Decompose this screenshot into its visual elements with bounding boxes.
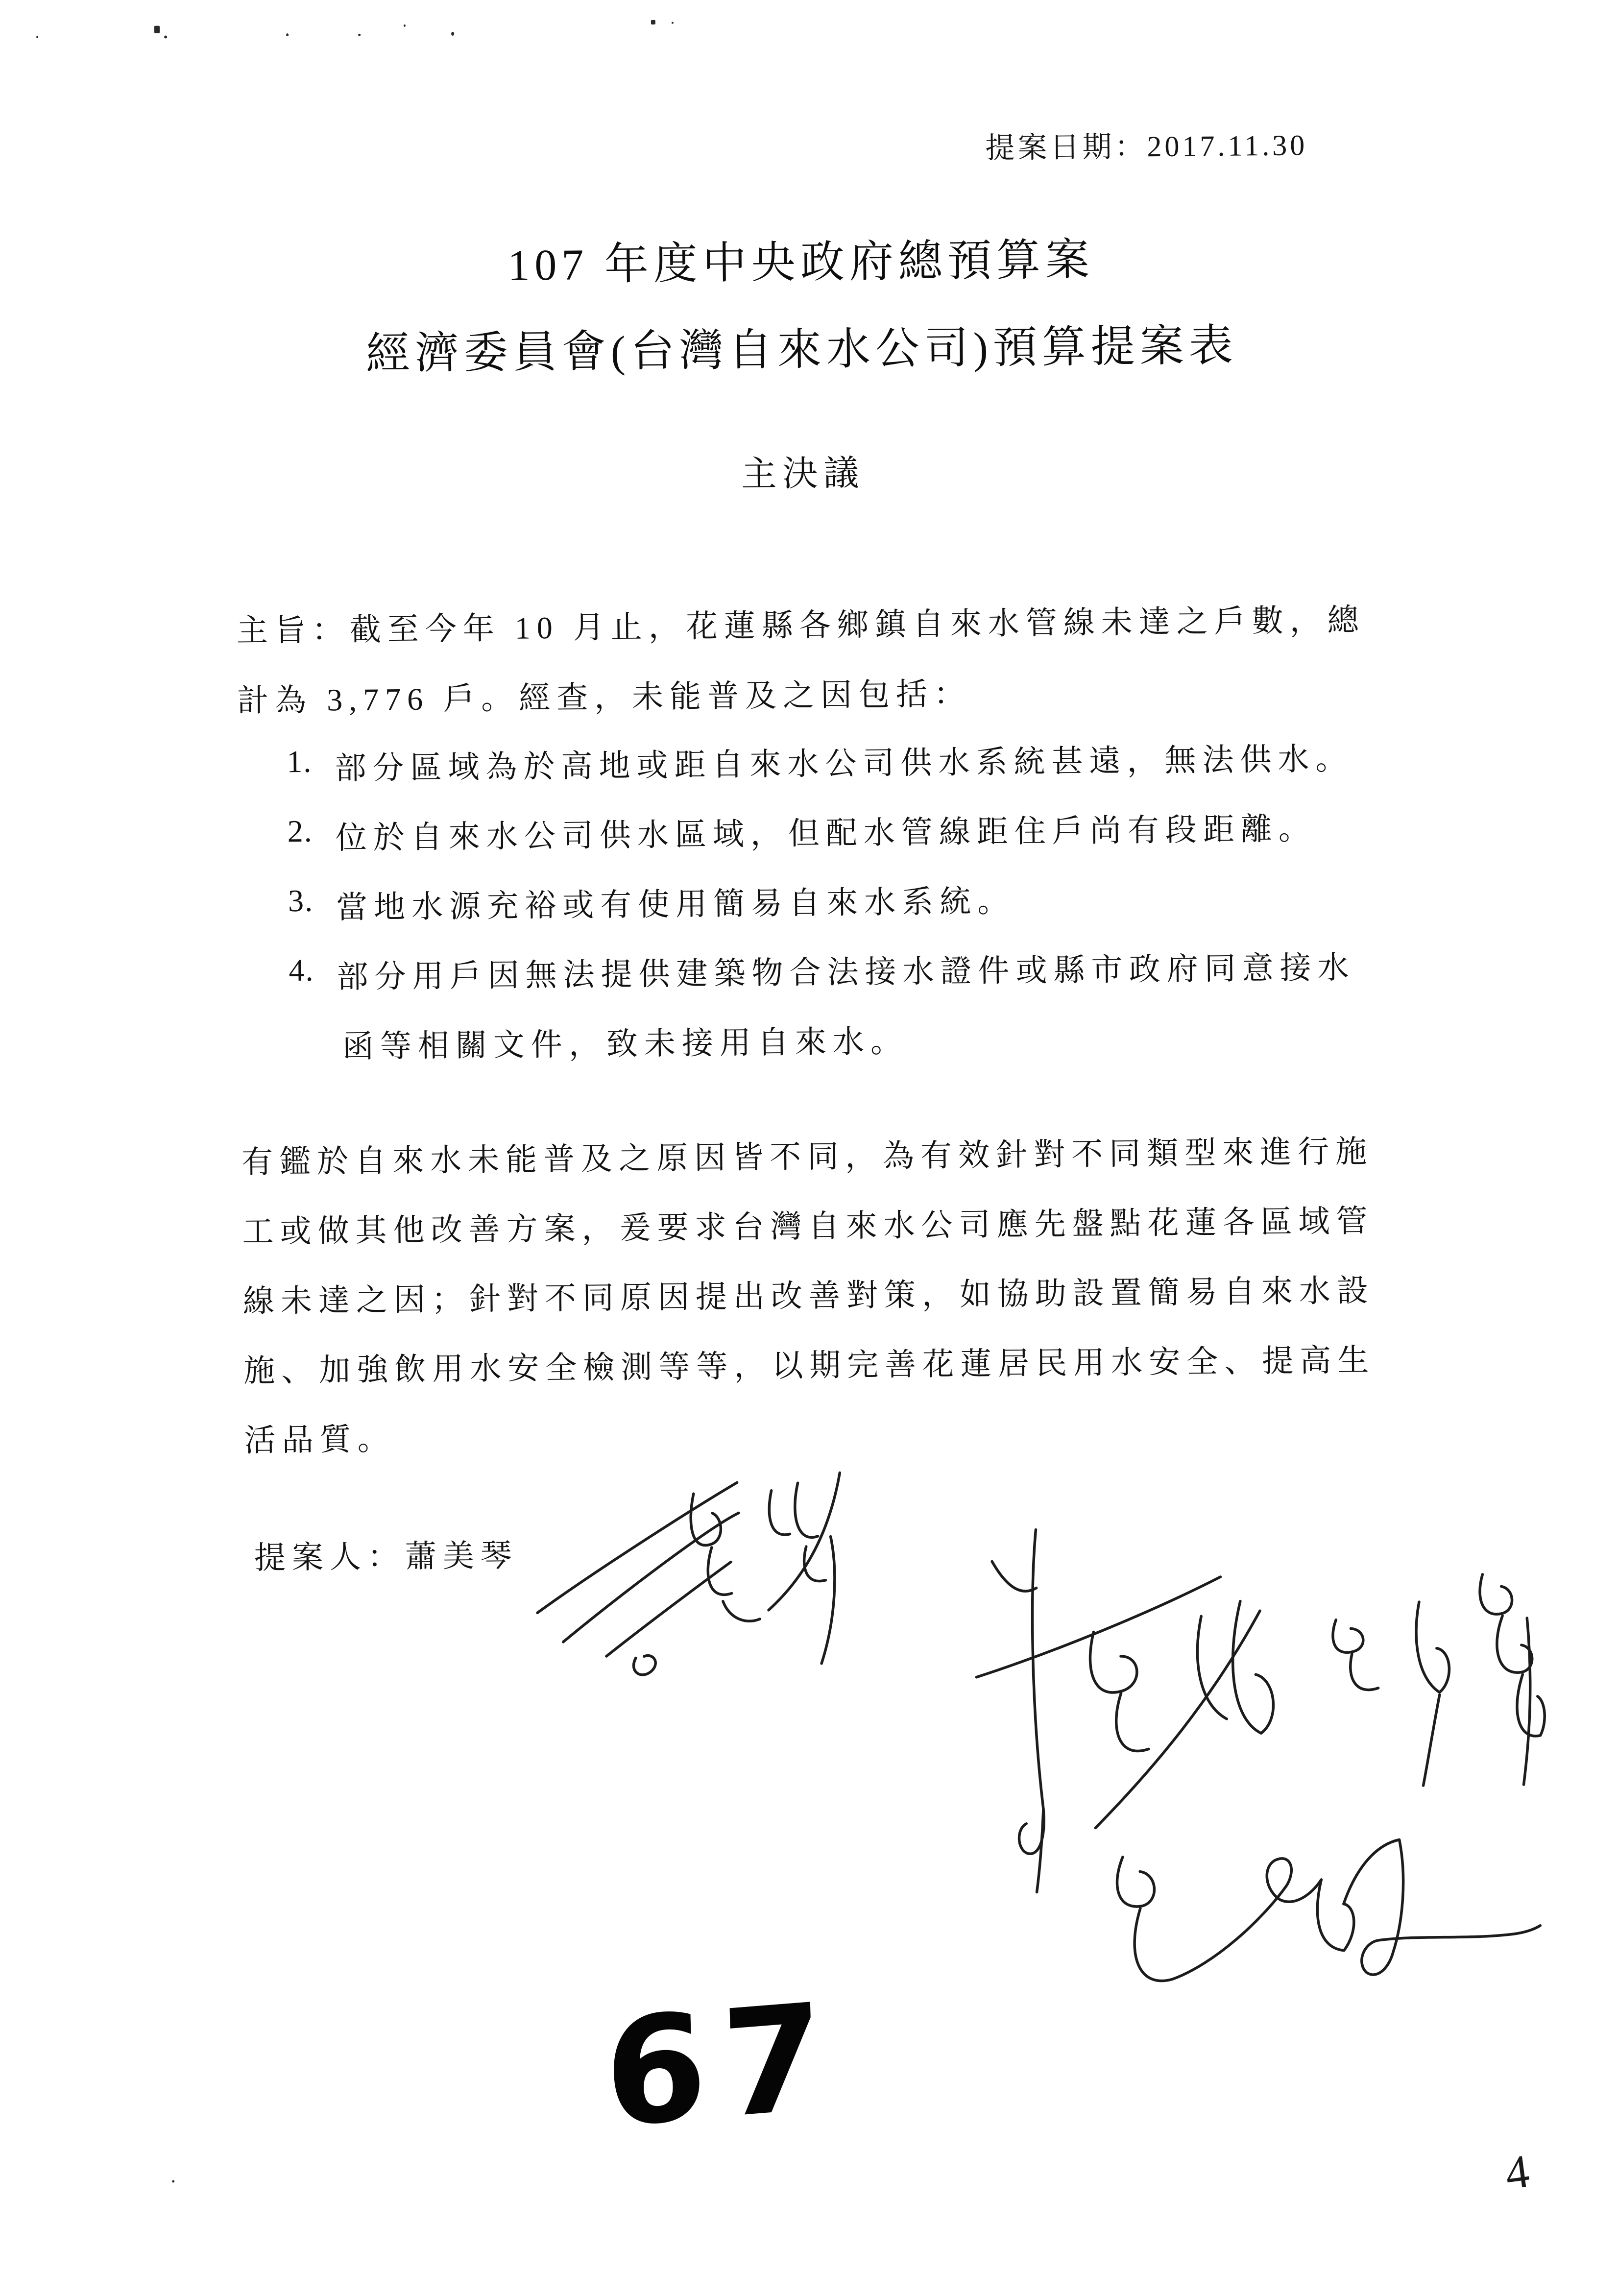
scan-speck bbox=[451, 32, 454, 36]
reason-item-2 bbox=[287, 803, 1316, 858]
reason-item-3 bbox=[288, 876, 1015, 928]
closing-line-5: 活品質。 bbox=[244, 1422, 395, 1458]
reason-text: 當地水源充裕或有使用簡易自來水系統。 bbox=[336, 883, 1015, 925]
scan-speck bbox=[154, 26, 160, 33]
reason-item-4 bbox=[289, 942, 1355, 997]
proposer-signature bbox=[530, 1462, 885, 1681]
subject-line-1: 主旨：截至今年 10 月止，花蓮縣各鄉鎮自來水管線未達之戶數，總 bbox=[236, 603, 1366, 649]
scan-speck bbox=[36, 36, 38, 38]
section-heading: 主決議 bbox=[741, 453, 865, 494]
reason-text: 位於自來水公司供水區域，但配水管線距住戶尚有段距離。 bbox=[335, 811, 1317, 856]
closing-line-4: 施、加強飲用水安全檢測等等，以期完善花蓮居民用水安全、提高生 bbox=[243, 1342, 1376, 1389]
proposer-label: 提案人：蕭美琴 bbox=[254, 1538, 519, 1575]
reason-text: 部分用戶因無法提供建築物合法接水證件或縣市政府同意接水 bbox=[337, 950, 1355, 995]
handwritten-page-marker: 67 bbox=[602, 1970, 841, 2160]
scan-speck bbox=[164, 35, 167, 38]
document-title-line2: 經濟委員會(台灣自來水公司)預算提案表 bbox=[365, 321, 1238, 379]
scan-speck bbox=[672, 22, 674, 24]
reason-text: 部分區域為於高地或距自來水公司供水系統甚遠，無法供水。 bbox=[335, 741, 1353, 786]
scan-speck bbox=[651, 20, 655, 24]
closing-line-1: 有鑑於自來水未能普及之原因皆不同，為有效針對不同類型來進行施 bbox=[241, 1134, 1374, 1180]
proposal-date: 提案日期：2017.11.30 bbox=[985, 129, 1308, 165]
reason-number: 2. bbox=[287, 813, 314, 849]
reason-item-4-continued: 函等相關文件，致未接用自來水。 bbox=[342, 1024, 909, 1064]
subject-line-2: 計為 3,776 戶。經查，未能普及之因包括： bbox=[237, 676, 972, 719]
reason-number: 1. bbox=[287, 744, 313, 779]
reason-number: 3. bbox=[288, 883, 314, 918]
signature-flourish bbox=[1055, 1823, 1552, 2024]
page-number: 4 bbox=[1502, 2144, 1532, 2199]
scan-speck bbox=[286, 33, 289, 36]
scan-speck bbox=[404, 24, 406, 27]
scan-speck bbox=[172, 2180, 174, 2183]
document-title-line1: 107 年度中央政府總預算案 bbox=[507, 236, 1095, 290]
closing-line-2: 工或做其他改善方案，爰要求台灣自來水公司應先盤點花蓮各區域管 bbox=[242, 1203, 1374, 1250]
scan-speck bbox=[358, 34, 361, 36]
closing-line-3: 線未達之因；針對不同原因提出改善對策，如協助設置簡易自來水設 bbox=[242, 1273, 1375, 1319]
cosigner-signature-2 bbox=[1315, 1553, 1557, 1795]
reason-item-1 bbox=[287, 733, 1353, 789]
reason-number: 4. bbox=[289, 952, 314, 988]
